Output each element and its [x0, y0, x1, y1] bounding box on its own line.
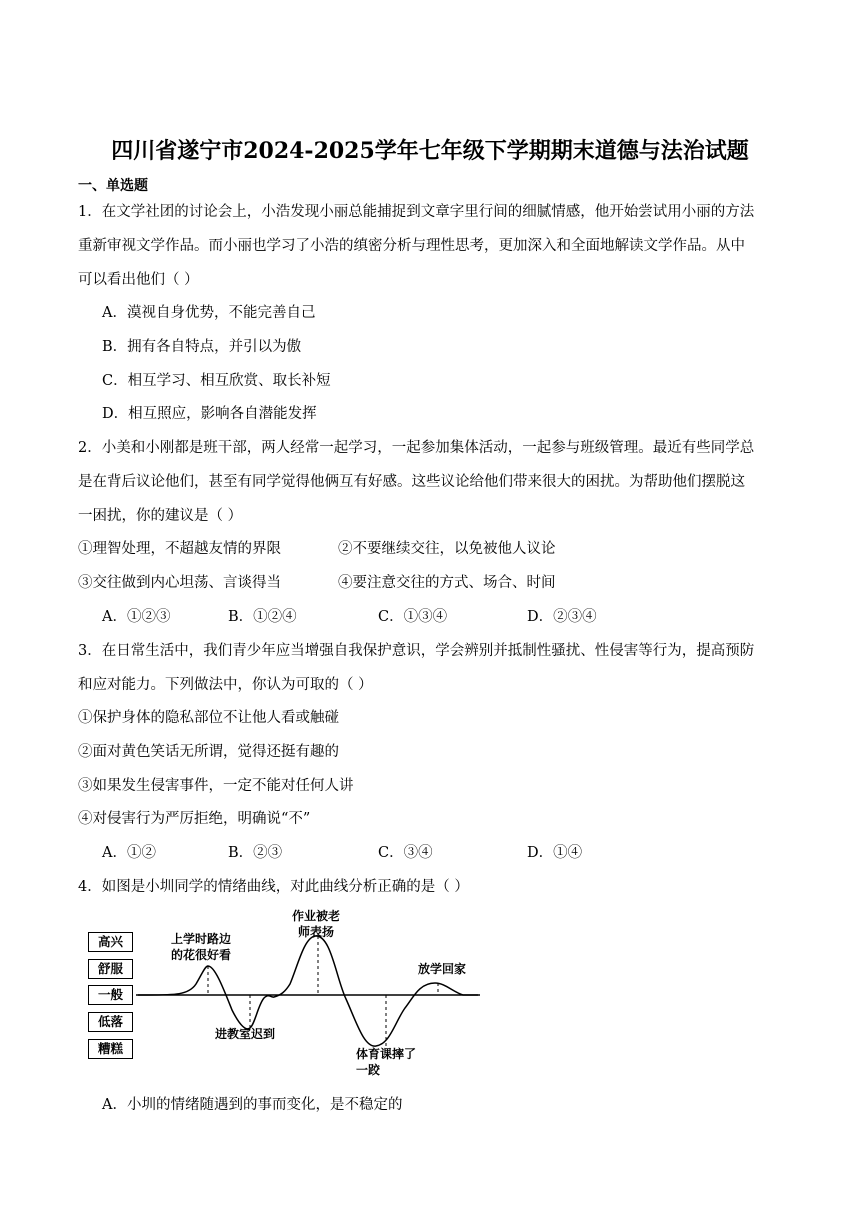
level-label-bad: 糟糕 [88, 1039, 133, 1059]
q2-stem-line-1: 2．小美和小刚都是班干部，两人经常一起学习，一起参加集体活动，一起参与班级管理。最近有些同学总 [78, 440, 755, 456]
q2-stem-line-3: 一困扰，你的建议是（ ） [78, 508, 243, 524]
q4-stem-line-1: 4．如图是小圳同学的情绪曲线，对此曲线分析正确的是（ ） [78, 879, 469, 895]
q2-option-b: B．①②④ [228, 609, 297, 625]
q2-statement-4: ④要注意交往的方式、场合、时间 [338, 575, 556, 591]
q2-option-c: C．①③④ [378, 609, 448, 625]
q1-stem-line-3: 可以看出他们（ ） [78, 272, 199, 288]
emotion-curve-figure [78, 900, 498, 1090]
q2-stem-line-2: 是在背后议论他们，甚至有同学觉得他俩互有好感。这些议论给他们带来很大的困扰。为帮助他们摆脱这 [78, 474, 745, 490]
annotation-pe-line-1: 体育课摔了 [356, 1047, 417, 1061]
q3-option-a: A．①② [102, 845, 156, 861]
q3-option-c: C．③④ [378, 845, 433, 861]
q3-statement-2: ②面对黄色笑话无所谓，觉得还挺有趣的 [78, 744, 339, 760]
section-heading: 一、单选题 [78, 178, 148, 194]
q3-statement-3: ③如果发生侵害事件，一定不能对任何人讲 [78, 778, 354, 794]
q3-option-b: B．②③ [228, 845, 283, 861]
q1-option-c: C．相互学习、相互欣赏、取长补短 [102, 373, 331, 389]
annotation-homework-line-1: 作业被老 [292, 909, 341, 923]
level-label-comfortable: 舒服 [88, 959, 133, 979]
q2-option-d: D．②③④ [527, 609, 597, 625]
emotion-curve-svg [78, 900, 498, 1090]
level-label-normal: 一般 [88, 985, 133, 1005]
q2-statement-1: ①理智处理，不超越友情的界限 [78, 541, 281, 557]
annotation-homework [292, 908, 340, 940]
q3-statement-1: ①保护身体的隐私部位不让他人看或触碰 [78, 710, 339, 726]
annotation-homework-line-2: 师表扬 [298, 925, 335, 939]
annotation-pe [356, 1046, 416, 1078]
level-label-happy: 高兴 [88, 932, 133, 952]
annotation-flower-line-1: 上学时路边 [171, 932, 232, 946]
annotation-flower-line-2: 的花很好看 [171, 948, 232, 962]
q4-option-a: A．小圳的情绪随遇到的事而变化，是不稳定的 [102, 1097, 403, 1113]
q1-option-b: B．拥有各自特点，并引以为傲 [102, 339, 302, 355]
level-label-low: 低落 [88, 1012, 133, 1032]
annotation-home: 放学回家 [418, 962, 467, 976]
q1-option-a: A．漠视自身优势，不能完善自己 [102, 305, 316, 321]
q1-option-d: D．相互照应，影响各自潜能发挥 [102, 406, 317, 422]
q2-option-a: A．①②③ [102, 609, 171, 625]
q2-statement-2: ②不要继续交往，以免被他人议论 [338, 541, 556, 557]
annotation-pe-line-2: 一跤 [356, 1063, 381, 1077]
q3-stem-line-2: 和应对能力。下列做法中，你认为可取的（ ） [78, 677, 373, 693]
annotation-flower [171, 931, 231, 963]
q2-statement-3: ③交往做到内心坦荡、言谈得当 [78, 575, 281, 591]
q3-option-d: D．①④ [527, 845, 583, 861]
page-title: 四川省遂宁市2024-2025学年七年级下学期期末道德与法治试题 [111, 138, 749, 164]
q1-stem-line-2: 重新审视文学作品。而小丽也学习了小浩的缜密分析与理性思考，更加深入和全面地解读文学作品。从中 [78, 238, 745, 254]
q1-stem-line-1: 1．在文学社团的讨论会上，小浩发现小丽总能捕捉到文章字里行间的细腻情感，他开始尝试用小丽的方法 [78, 204, 755, 220]
q3-stem-line-1: 3．在日常生活中，我们青少年应当增强自我保护意识，学会辨别并抵制性骚扰、性侵害等行为，提高预防 [78, 643, 755, 659]
q3-statement-4: ④对侵害行为严厉拒绝，明确说“不” [78, 811, 311, 827]
annotation-late: 进教室迟到 [215, 1027, 276, 1041]
